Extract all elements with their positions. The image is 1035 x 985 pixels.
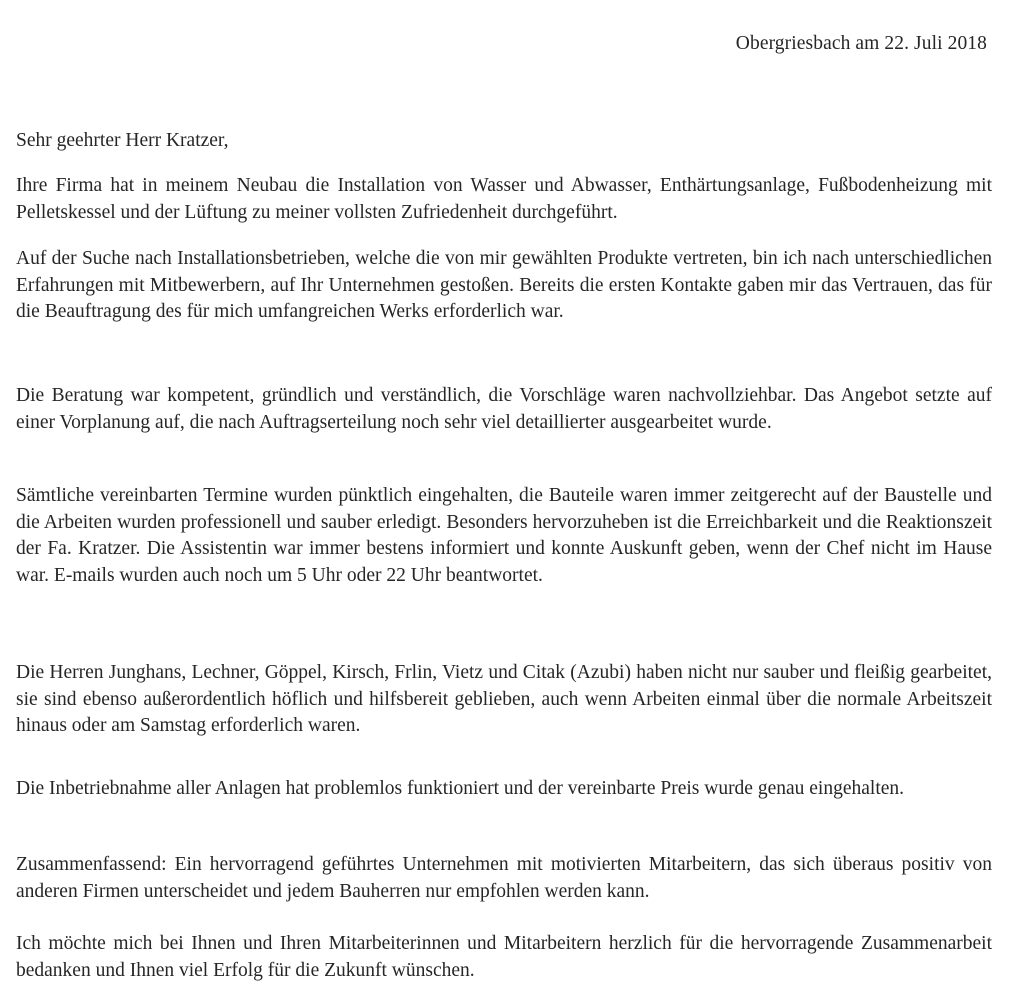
place-and-date: Obergriesbach am 22. Juli 2018 xyxy=(735,33,987,54)
paragraph-thanks: Ich möchte mich bei Ihnen und Ihren Mitarbeiterinnen und Mitarbeitern herzlich für die hervorragende Zusammenarbeit bedanken und Ihnen viel Erfolg für die Zukunft wünschen. xyxy=(16,933,992,981)
paragraph-consultation: Die Beratung war kompetent, gründlich und verständlich, die Vorschläge waren nachvollziehbar. Das Angebot setzte auf einer Vorplanung auf, die nach Auftragserteilung noch sehr viel detaillierter ausgearbeitet wurde. xyxy=(16,385,992,433)
paragraph-search: Auf der Suche nach Installationsbetrieben, welche die von mir gewählten Produkte vertreten, bin ich nach unterschiedlichen Erfahrungen mit Mitbewerbern, auf Ihr Unternehmen gestoßen. Bereits die ersten Kontakte gaben mir das Vertrauen, das für die Beauftragung des für mich umfangreichen Werks erforderlich war. xyxy=(16,248,992,322)
paragraph-installation: Ihre Firma hat in meinem Neubau die Installation von Wasser und Abwasser, Enthärtungsanlage, Fußbodenheizung mit Pelletskessel und der Lüftung zu meiner vollsten Zufriedenheit durchgeführt. xyxy=(16,175,992,223)
paragraph-summary: Zusammenfassend: Ein hervorragend geführtes Unternehmen mit motivierten Mitarbeitern, das sich überaus positiv von anderen Firmen unterscheidet und jedem Bauherren nur empfohlen werden kann. xyxy=(16,854,992,902)
paragraph-workers: Die Herren Junghans, Lechner, Göppel, Kirsch, Frlin, Vietz und Citak (Azubi) haben nicht nur sauber und fleißig gearbeitet, sie sind ebenso außerordentlich höflich und hilfsbereit geblieben, auch wenn Arbeiten einmal über die normale Arbeitszeit hinaus oder am Samstag erforderlich waren. xyxy=(16,662,992,736)
salutation: Sehr geehrter Herr Kratzer, xyxy=(16,130,229,151)
paragraph-commissioning: Die Inbetriebnahme aller Anlagen hat problemlos funktioniert und der vereinbarte Preis wurde genau eingehalten. xyxy=(16,778,905,799)
paragraph-schedule: Sämtliche vereinbarten Termine wurden pünktlich eingehalten, die Bauteile waren immer zeitgerecht auf der Baustelle und die Arbeiten wurden professionell und sauber erledigt. Besonders hervorzuheben ist die Erreichbarkeit und die Reaktionszeit der Fa. Kratzer. Die Assistentin war immer bestens informiert und konnte Auskunft geben, wenn der Chef nicht im Hause war. E-mails wurden auch noch um 5 Uhr oder 22 Uhr beantwortet. xyxy=(16,485,992,586)
